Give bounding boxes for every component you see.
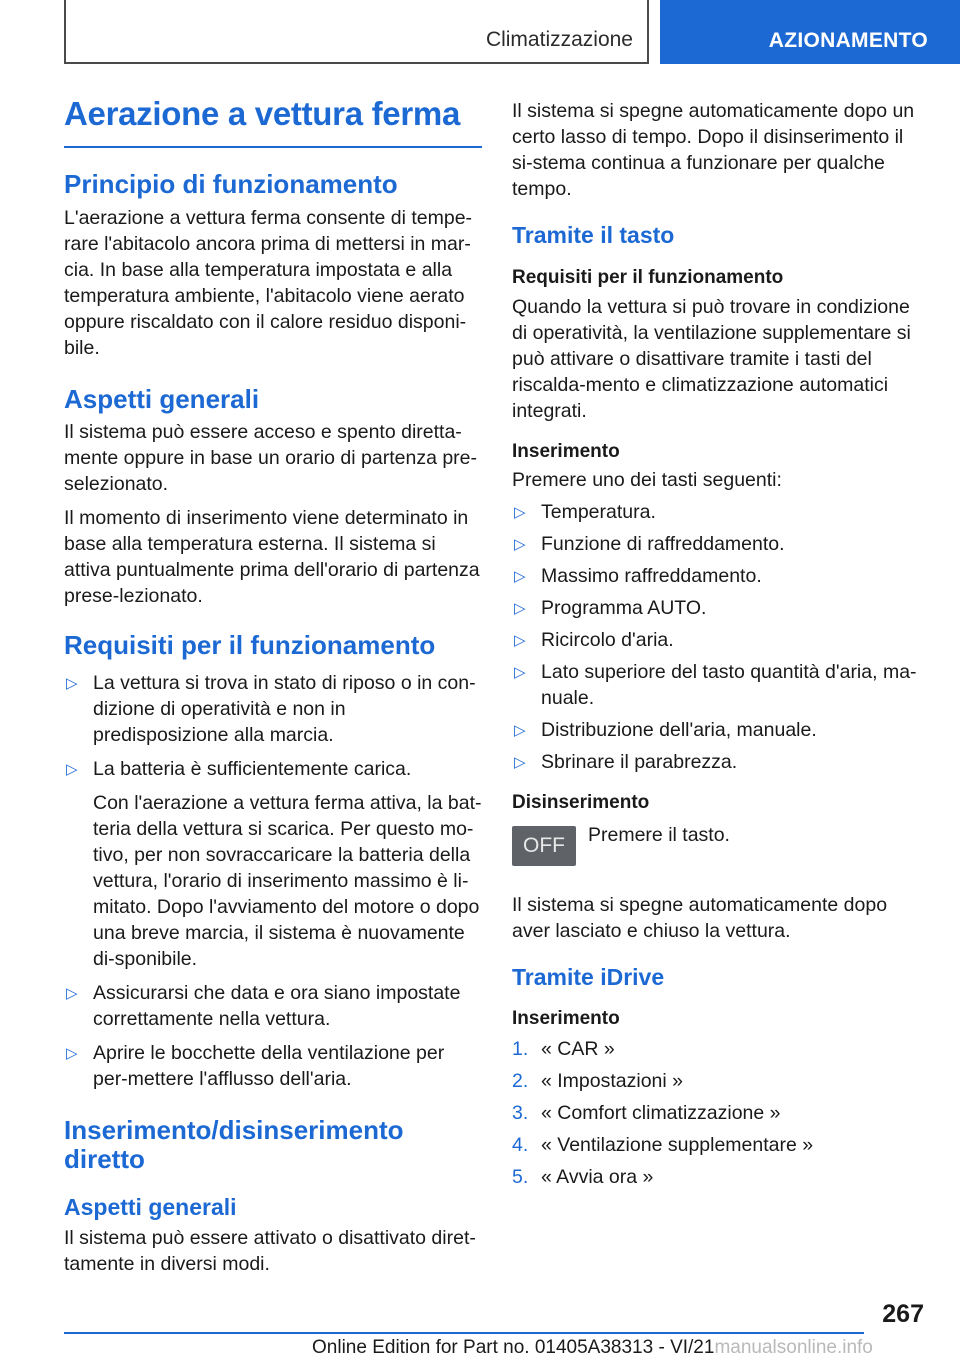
triangle-bullet-icon: ▷ — [66, 674, 78, 692]
heading-inserimento-idrive: Inserimento — [512, 1008, 620, 1030]
list-item: ▷ Sbrinare il parabrezza. — [512, 749, 922, 775]
requisiti-list — [64, 670, 482, 1092]
intro-text: Il sistema si spegne automaticamente dopo un certo lasso di tempo. Dopo il disinserimento il si-stema continua a funzionare per qualche tempo. — [512, 100, 915, 200]
auto-off-text: Il sistema si spegne automaticamente dopo aver lasciato e chiuso la vettura. — [512, 893, 888, 942]
list-item: ▷ Lato superiore del tasto quantità d'aria, ma-nuale. — [514, 660, 917, 709]
triangle-bullet-icon: ▷ — [514, 503, 526, 521]
list-item: 3. « Comfort climatizzazione » — [512, 1101, 781, 1124]
triangle-bullet-icon: ▷ — [66, 760, 78, 778]
heading-idrive: Tramite iDrive — [512, 963, 665, 990]
heading-req-tasto: Requisiti per il funzionamento — [512, 266, 784, 288]
left-column — [64, 96, 482, 1277]
principio-text: L'aerazione a vettura ferma consente di tempe-rare l'abitacolo ancora prima di mettersi in mar-cia. In base alla temperatura impostata e alla temperatura ambiente, l'abitacolo viene aerato oppure riscaldato con il calore residuo disponi-bile. — [64, 207, 473, 360]
list-item: ▷ Massimo raffreddamento. — [512, 563, 922, 589]
triangle-bullet-icon: ▷ — [514, 721, 526, 739]
list-item: ▷ Assicurarsi che data e ora siano impostate correttamente nella vettura. — [66, 981, 461, 1030]
triangle-bullet-icon: ▷ — [514, 663, 526, 681]
list-item: ▷ Programma AUTO. — [512, 595, 922, 621]
triangle-bullet-icon: ▷ — [514, 567, 526, 585]
heading-principio: Principio di funzionamento — [64, 169, 398, 200]
list-item: ▷ Aprire le bocchette della ventilazione per per-mettere l'afflusso dell'aria. — [66, 1041, 445, 1090]
triangle-bullet-icon: ▷ — [514, 753, 526, 771]
heading-disinserimento: Disinserimento — [512, 791, 650, 813]
list-item: 4. « Ventilazione supplementare » — [512, 1133, 814, 1156]
diretto-text: Il sistema può essere attivato o disattivato diret-tamente in diversi modi. — [64, 1227, 476, 1276]
aspetti-text-1: Il sistema può essere acceso e spento diretta-mente oppure in base un orario di partenza pre-selezionato. — [64, 420, 478, 495]
page-number: 267 — [882, 1300, 924, 1328]
list-item: 2. « Impostazioni » — [512, 1069, 683, 1092]
header-chapter-tab — [660, 0, 960, 64]
triangle-bullet-icon: ▷ — [514, 535, 526, 553]
off-key-row — [512, 822, 922, 886]
list-item: ▷ Funzione di raffreddamento. — [512, 531, 922, 557]
triangle-bullet-icon: ▷ — [66, 984, 78, 1002]
list-item: ▷ La vettura si trova in stato di riposo o in con-dizione di operatività e non in predisposizione alla marcia. — [66, 671, 476, 746]
list-item: ▷ Temperatura. — [512, 499, 922, 525]
page-title: Aerazione a vettura ferma — [64, 96, 482, 148]
battery-note: Con l'aerazione a vettura ferma attiva, la bat-teria della vettura si scarica. Per questo mo-tivo, per non sovraccaricare la batteria della vettura, l'orario di inserimento massimo è li-mitato. Dopo l'avviamento del motore o dopo una breve marcia, il sistema è nuovamente di-sponibile. — [93, 791, 482, 970]
heading-aspetti-diretto: Aspetti generali — [64, 1193, 237, 1220]
list-item: 5. « Avvia ora » — [512, 1165, 654, 1188]
heading-diretto: Inserimento/disinserimento diretto — [64, 1114, 404, 1174]
heading-tasto: Tramite il tasto — [512, 222, 675, 248]
list-item: ▷ Distribuzione dell'aria, manuale. — [512, 717, 922, 743]
triangle-bullet-icon: ▷ — [514, 599, 526, 617]
right-column — [512, 98, 922, 1196]
list-item: ▷ La batteria è sufficientemente carica. Con l'aerazione a vettura ferma attiva, la bat-teria della vettura si scarica. Per questo mo-tivo, per non sovraccaricare la batteria della vettura, l'orario di inserimento massimo è li-mitato. Dopo l'avviamento del motore o dopo una breve marcia, il sistema è nuovamente di-sponibile. — [66, 757, 482, 970]
off-key-icon: OFF — [512, 826, 576, 866]
keys-list — [512, 499, 922, 775]
triangle-bullet-icon: ▷ — [514, 631, 526, 649]
footer-divider — [64, 1332, 864, 1334]
header-section-title: Climatizzazione — [485, 28, 633, 51]
inserimento-tasto-text: Premere uno dei tasti seguenti: — [512, 468, 782, 491]
watermark-text: manualsonline.info — [714, 1337, 873, 1358]
disinserimento-text: Premere il tasto. — [588, 823, 730, 846]
idrive-steps — [512, 1036, 922, 1190]
list-item: 1. « CAR » — [512, 1037, 615, 1060]
heading-requisiti: Requisiti per il funzionamento — [64, 629, 436, 660]
heading-aspetti: Aspetti generali — [64, 384, 260, 415]
triangle-bullet-icon: ▷ — [66, 1044, 78, 1062]
header-section-box — [64, 0, 649, 64]
edition-text: Online Edition for Part no. 01405A38313 - VI/21 — [312, 1337, 715, 1358]
header-chapter-title: AZIONAMENTO — [768, 29, 928, 52]
aspetti-text-2: Il momento di inserimento viene determinato in base alla temperatura esterna. Il sistema si attiva puntualmente prima dell'orario di partenza prese-lezionato. — [64, 506, 480, 607]
req-tasto-text: Quando la vettura si può trovare in condizione di operatività, la ventilazione supplementare si può attivare o disattivare tramite i tasti del riscalda-mento e climatizzazione automatici integrati. — [512, 296, 911, 423]
heading-inserimento-tasto: Inserimento — [512, 441, 620, 463]
footer-edition — [312, 1337, 873, 1359]
list-item: ▷ Ricircolo d'aria. — [512, 627, 922, 653]
